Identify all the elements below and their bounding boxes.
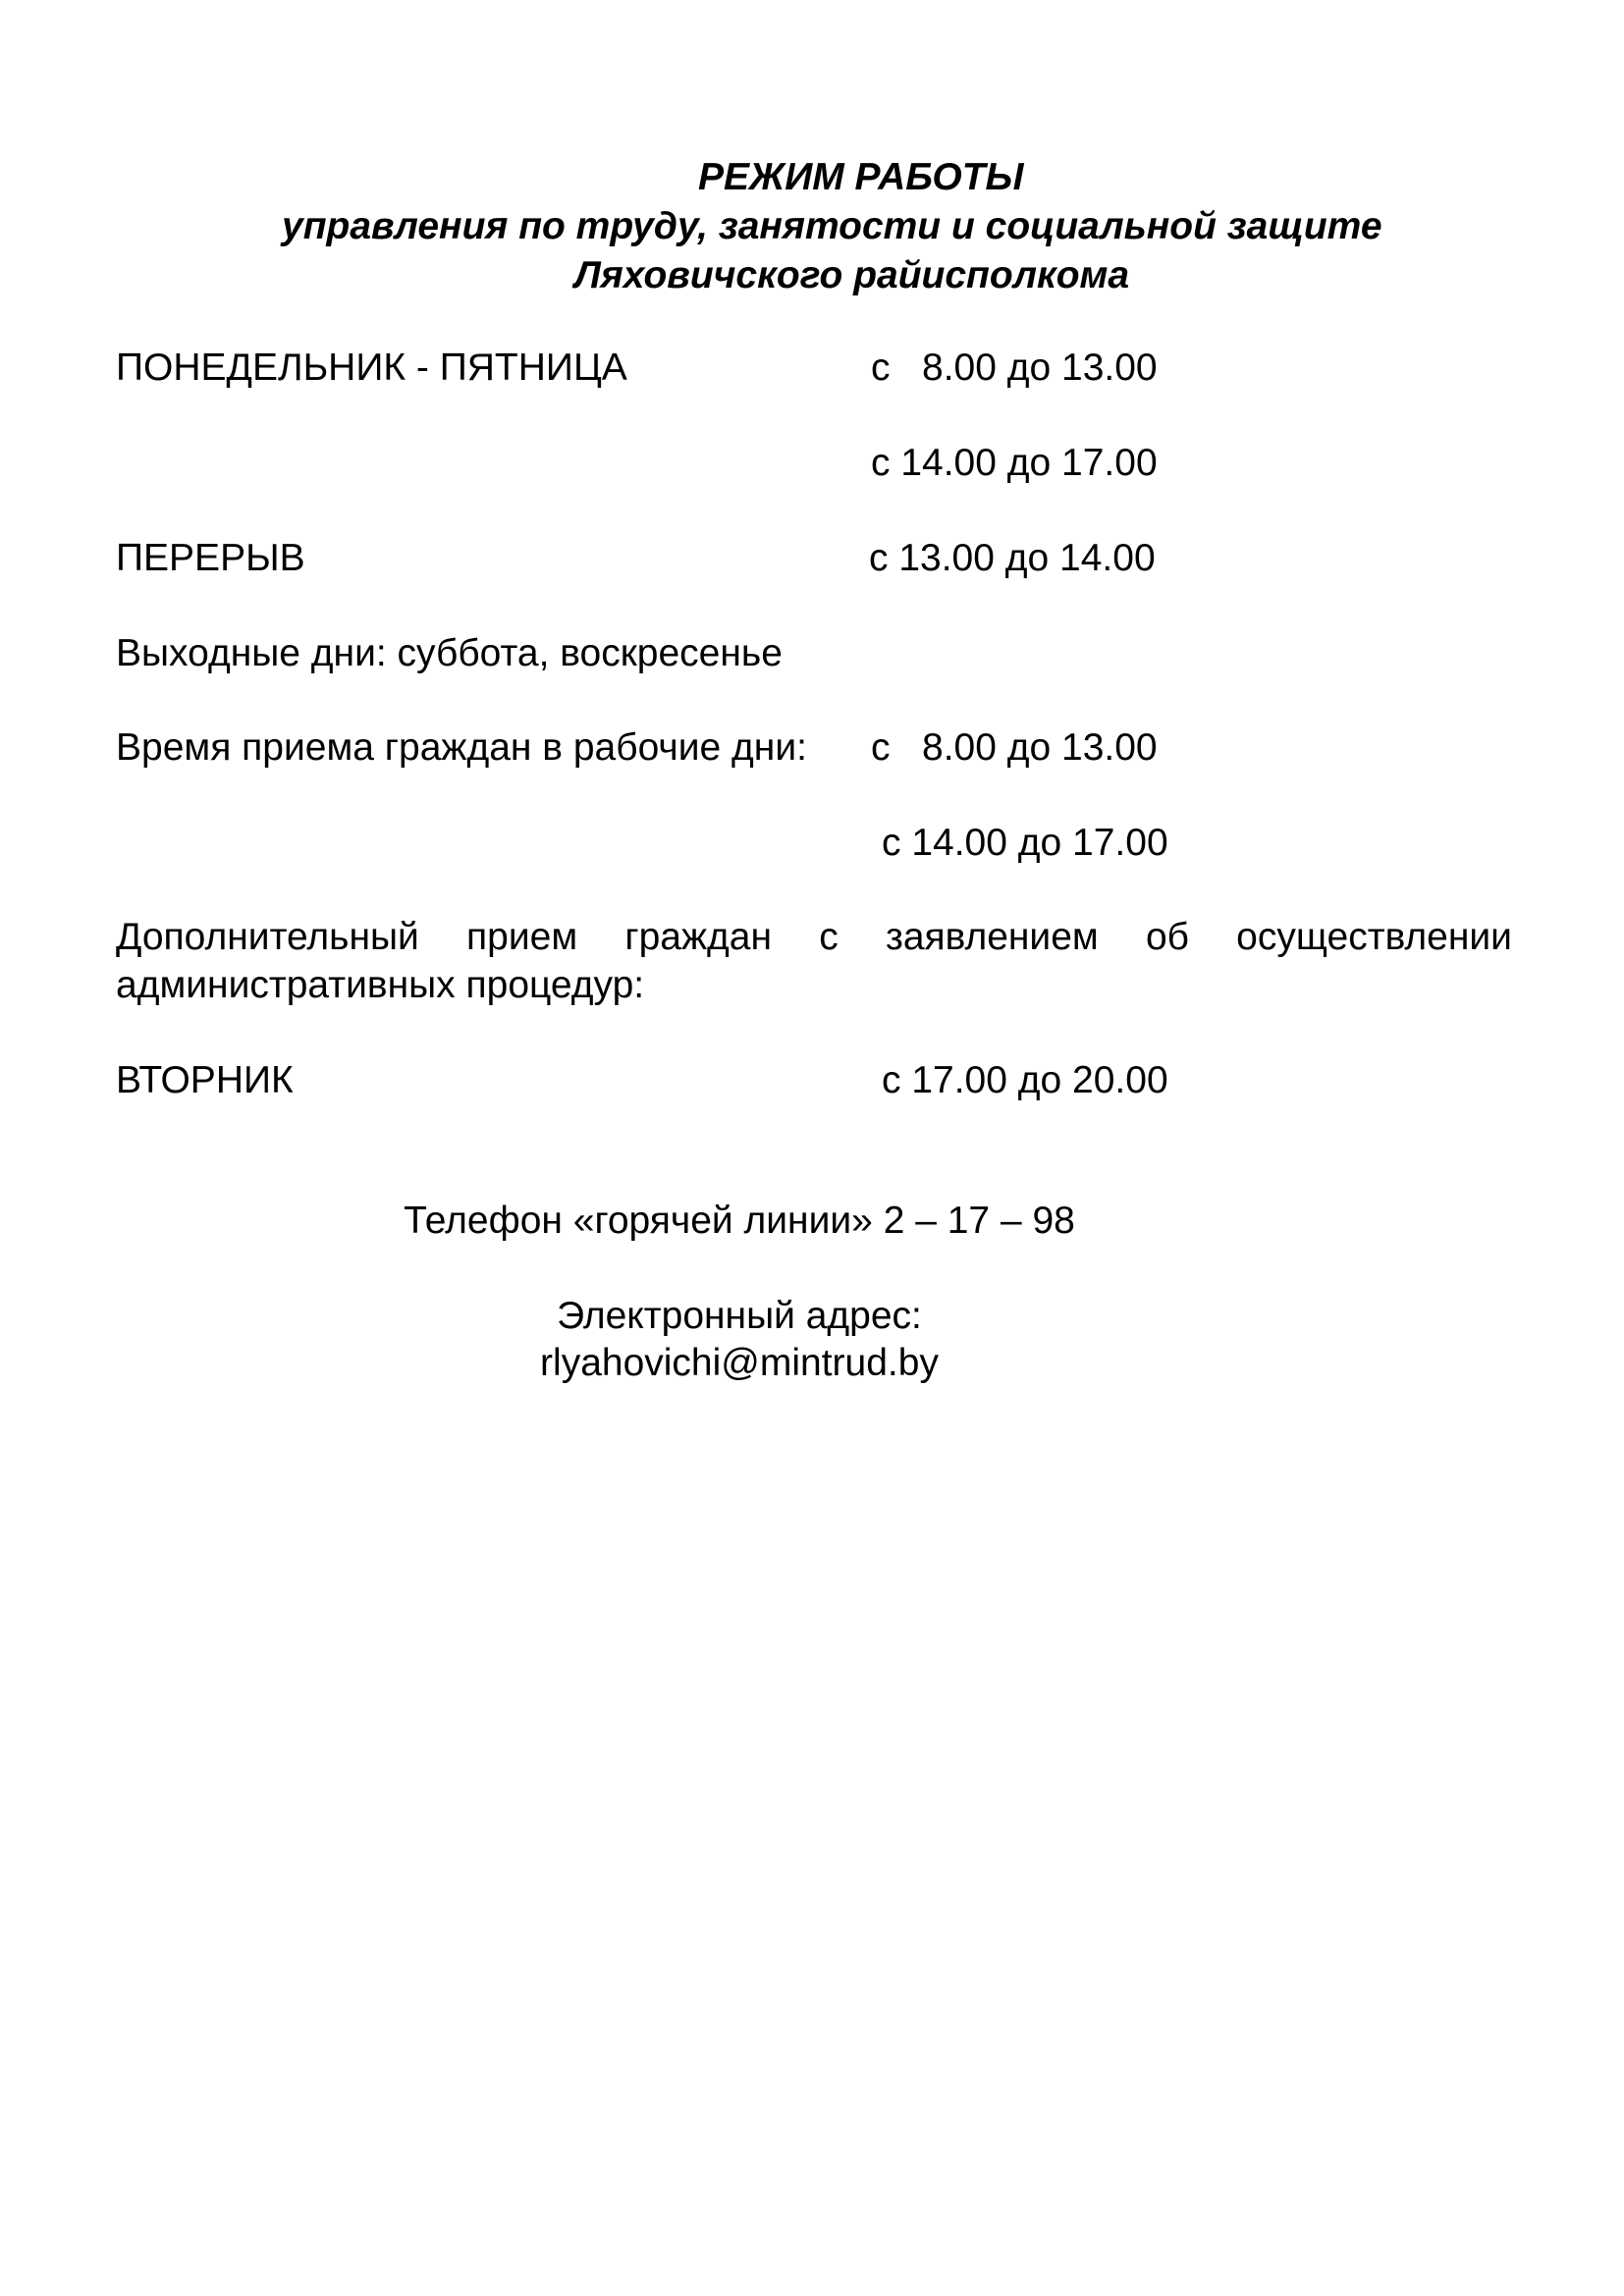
break-time: с 13.00 до 14.00 — [869, 537, 1156, 579]
hotline-phone: Телефон «горячей линии» 2 – 17 – 98 — [404, 1200, 1075, 1242]
additional-reception-line2: административных процедур: — [116, 964, 645, 1006]
document-title: РЕЖИМ РАБОТЫ — [698, 156, 1024, 198]
tuesday-time: с 17.00 до 20.00 — [882, 1059, 1168, 1101]
break-label: ПЕРЕРЫВ — [116, 537, 305, 579]
additional-word: осуществлении — [1236, 916, 1512, 958]
reception-time-afternoon: с 14.00 до 17.00 — [882, 822, 1168, 864]
tuesday-label: ВТОРНИК — [116, 1059, 294, 1101]
additional-word: об — [1145, 916, 1189, 958]
weekdays-time-afternoon: с 14.00 до 17.00 — [871, 442, 1158, 484]
reception-time-morning: с 8.00 до 13.00 — [871, 726, 1158, 769]
additional-word: заявлением — [885, 916, 1099, 958]
additional-word: прием — [466, 916, 578, 958]
email-address: rlyahovichi@mintrud.by — [540, 1342, 939, 1384]
document-subtitle: управления по труду, занятости и социальной защите — [282, 205, 1382, 247]
weekdays-label: ПОНЕДЕЛЬНИК - ПЯТНИЦА — [116, 347, 627, 389]
reception-label: Время приема граждан в рабочие дни: — [116, 726, 807, 769]
additional-word: Дополнительный — [116, 916, 419, 958]
email-label: Электронный адрес: — [557, 1295, 922, 1337]
additional-word: с — [819, 916, 839, 958]
additional-reception-line1 — [116, 914, 1512, 961]
days-off-text: Выходные дни: суббота, воскресенье — [116, 632, 783, 674]
additional-word: граждан — [624, 916, 773, 958]
document-subtitle-organization: Ляховичского райисполкома — [574, 254, 1130, 296]
weekdays-time-morning: с 8.00 до 13.00 — [871, 347, 1158, 389]
